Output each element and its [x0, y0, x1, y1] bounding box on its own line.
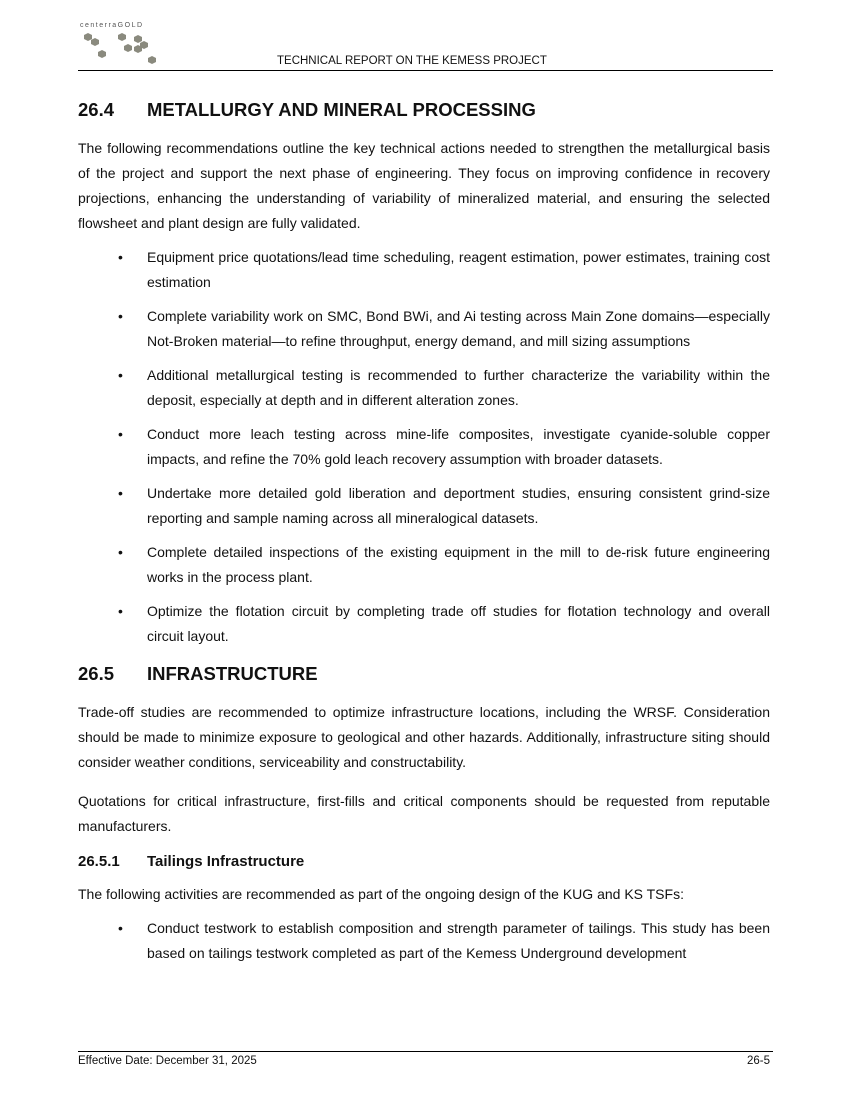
list-item: • Optimize the flotation circuit by completing trade off studies for flotation technology and overall circuit layout. [78, 599, 770, 649]
list-item: • Additional metallurgical testing is recommended to further characterize the variability within the deposit, especially at depth and in different alteration zones. [78, 363, 770, 413]
list-item: • Equipment price quotations/lead time scheduling, reagent estimation, power estimates, training cost estimation [78, 245, 770, 295]
section-heading-26-4 [78, 99, 770, 121]
report-header-title: TECHNICAL REPORT ON THE KEMESS PROJECT [277, 55, 547, 67]
section-title: METALLURGY AND MINERAL PROCESSING [147, 99, 536, 120]
logo-hexagon-icon [80, 30, 160, 66]
page-number: 26-5 [746, 1055, 770, 1067]
subsection-number: 26.5.1 [78, 853, 120, 870]
section-heading-26-5 [78, 663, 770, 685]
company-logo [80, 22, 170, 68]
page-content [78, 97, 770, 966]
bullet-icon: • [118, 603, 123, 619]
section-title: INFRASTRUCTURE [147, 663, 318, 684]
bullet-icon: • [118, 485, 123, 501]
subsection-heading-26-5-1 [78, 853, 770, 870]
list-item: • Undertake more detailed gold liberation and deportment studies, ensuring consistent grind-size reporting and sample naming across all mineralogical datasets. [78, 481, 770, 531]
bullet-icon: • [118, 367, 123, 383]
list-item: • Conduct testwork to establish composition and strength parameter of tailings. This study has been based on tailings testwork completed as part of the Kemess Underground development [78, 916, 770, 966]
logo-text: centerraGOLD [80, 22, 144, 29]
header-divider [78, 70, 773, 71]
infrastructure-paragraph-2: Quotations for critical infrastructure, first-fills and critical components should be requested from reputable manufacturers. [78, 793, 770, 834]
bullet-icon: • [118, 544, 123, 560]
section-number: 26.4 [78, 99, 115, 120]
subsection-title: Tailings Infrastructure [147, 853, 305, 870]
list-item: • Conduct more leach testing across mine-life composites, investigate cyanide-soluble copper impacts, and refine the 70% gold leach recovery assumption with broader datasets. [78, 422, 770, 472]
list-item: • Complete detailed inspections of the existing equipment in the mill to de-risk future engineering works in the process plant. [78, 540, 770, 590]
bullet-icon: • [118, 920, 123, 936]
section-intro-paragraph: The following recommendations outline the key technical actions needed to strengthen the metallurgical basis of the project and support the next phase of engineering. They focus on improving confidence in recovery projections, enhancing the understanding of variability of mineralized material, and ensuring the selected flowsheet and plant design are fully validated. [78, 140, 770, 231]
section-number: 26.5 [78, 663, 115, 684]
metallurgy-recommendations-list [78, 245, 770, 649]
effective-date: Effective Date: December 31, 2025 [78, 1055, 257, 1067]
footer-divider [78, 1051, 773, 1052]
bullet-icon: • [118, 426, 123, 442]
tailings-recommendations-list [78, 916, 770, 966]
list-item: • Complete variability work on SMC, Bond BWi, and Ai testing across Main Zone domains—especially Not-Broken material—to refine throughput, energy demand, and mill sizing assumptions [78, 304, 770, 354]
infrastructure-paragraph-1: Trade-off studies are recommended to optimize infrastructure locations, including the WRSF. Consideration should be made to minimize exposure to geological and other hazards. Additionally, infrastructure siting should consider weather conditions, serviceability and constructability. [78, 704, 770, 770]
bullet-icon: • [118, 249, 123, 265]
bullet-icon: • [118, 308, 123, 324]
tailings-intro-paragraph: The following activities are recommended as part of the ongoing design of the KUG and KS TSFs: [78, 886, 684, 902]
